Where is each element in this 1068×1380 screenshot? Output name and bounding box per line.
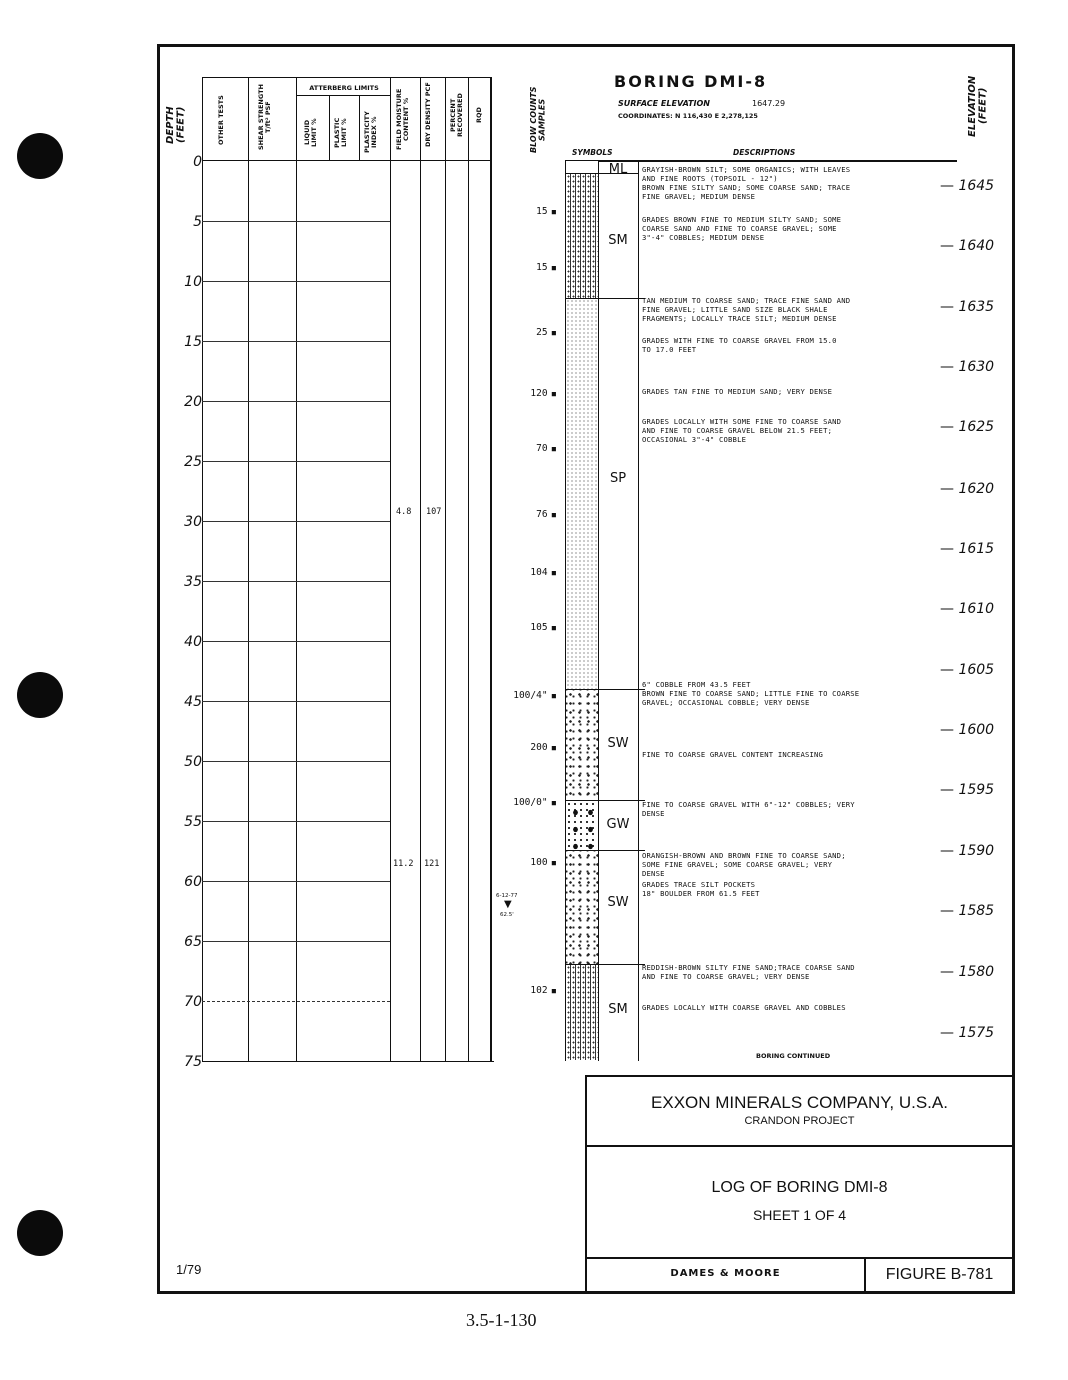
other-tests-header: OTHER TESTS — [217, 95, 225, 145]
density-value: 121 — [424, 859, 440, 869]
sp-symbol — [566, 299, 598, 689]
log-title: LOG OF BORING DMI-8 — [711, 1179, 888, 1196]
coordinates: COORDINATES: N 116,430 E 2,278,125 — [618, 112, 758, 120]
plasticity-index-header: PLASTICITY INDEX % — [363, 111, 378, 154]
water-level-date: 6-12-77 — [496, 893, 518, 899]
plastic-limit-header: PLASTIC LIMIT % — [333, 117, 348, 148]
shear-strength-header: SHEAR STRENGTH T/ft² PSF — [257, 84, 272, 150]
field-moisture-header: FIELD MOISTURE CONTENT % — [395, 88, 410, 150]
depth-tick: 60 — [184, 874, 202, 890]
atterberg-header: ATTERBERG LIMITS — [309, 84, 379, 92]
punch-hole-top — [17, 133, 63, 179]
elevation-tick: — 1610 — [940, 601, 1004, 617]
sw-symbol — [566, 690, 598, 800]
depth-tick: 30 — [184, 514, 202, 530]
blow-count: 25 ■ — [512, 327, 556, 338]
description: 6" COBBLE FROM 43.5 FEET — [642, 680, 751, 689]
ml-symbol — [566, 161, 598, 173]
elevation-header: ELEVATION (FEET) — [967, 75, 989, 137]
description: REDDISH-BROWN SILTY FINE SAND;TRACE COARSE SAND AND FINE TO COARSE GRAVEL; VERY DENSE — [642, 963, 855, 981]
sheet-number: SHEET 1 OF 4 — [752, 1207, 847, 1223]
elevation-tick: — 1640 — [940, 238, 1004, 254]
uscs-label: SM — [608, 233, 628, 248]
elevation-tick: — 1575 — [940, 1025, 1004, 1041]
elevation-tick: — 1630 — [940, 359, 1004, 375]
depth-tick: 35 — [184, 574, 202, 590]
gw-symbol — [566, 801, 598, 850]
description: GRAYISH-BROWN SILT; SOME ORGANICS; WITH LEAVES AND FINE ROOTS (TOPSOIL - 12") — [642, 165, 851, 183]
firm-name: DAMES & MOORE — [670, 1268, 781, 1279]
boring-continued: BORING CONTINUED — [756, 1052, 831, 1060]
page-number: 3.5-1-130 — [466, 1310, 537, 1330]
blow-count: 76 ■ — [512, 509, 556, 520]
description: GRADES WITH FINE TO COARSE GRAVEL FROM 15.0 TO 17.0 FEET — [642, 336, 837, 354]
blow-count: 100/4" ■ — [500, 690, 556, 701]
blow-count: 15 ■ — [512, 206, 556, 217]
description: TAN MEDIUM TO COARSE SAND; TRACE FINE SAND AND FINE GRAVEL; LITTLE SAND SIZE BLACK SHALE FRAGMENTS; LOCALLY TRACE SILT; MEDIUM DENSE — [642, 296, 851, 323]
blow-count: 100 ■ — [512, 857, 556, 868]
water-level-icon: ▼ — [504, 899, 512, 910]
descriptions-header: DESCRIPTIONS — [733, 148, 796, 157]
depth-tick: 65 — [184, 934, 202, 950]
elevation-tick: — 1605 — [940, 662, 1004, 678]
depth-tick: 70 — [184, 994, 202, 1010]
depth-tick: 50 — [184, 754, 202, 770]
depth-tick: 0 — [193, 154, 202, 170]
boring-title: BORING DMI-8 — [614, 72, 768, 91]
moisture-value: 4.8 — [396, 507, 412, 517]
symbols-header: SYMBOLS — [572, 148, 613, 157]
description: GRADES LOCALLY WITH SOME FINE TO COARSE SAND AND FINE TO COARSE GRAVEL BELOW 21.5 FEET; OCCASIONAL 3"-4" COBBLE — [642, 417, 842, 444]
elevation-tick: — 1595 — [940, 782, 1004, 798]
uscs-label: SM — [608, 1002, 628, 1017]
elevation-tick: — 1615 — [940, 541, 1004, 557]
depth-tick: 15 — [184, 334, 202, 350]
elevation-tick: — 1600 — [940, 722, 1004, 738]
uscs-label: SP — [609, 471, 627, 486]
punch-hole-middle — [17, 672, 63, 718]
blow-count: 105 ■ — [512, 622, 556, 633]
description: FINE TO COARSE GRAVEL CONTENT INCREASING — [642, 750, 824, 759]
drawing-date: 1/79 — [176, 1262, 202, 1277]
density-value: 107 — [426, 507, 442, 517]
depth-header: DEPTH (FEET) — [165, 106, 187, 144]
elevation-tick: — 1585 — [940, 903, 1004, 919]
elevation-tick: — 1635 — [940, 299, 1004, 315]
project-name: CRANDON PROJECT — [744, 1115, 855, 1127]
elevation-tick: — 1590 — [940, 843, 1004, 859]
depth-tick: 25 — [184, 454, 202, 470]
punch-hole-bottom — [17, 1210, 63, 1256]
description: FINE TO COARSE GRAVEL WITH 6"-12" COBBLES; VERY DENSE — [642, 800, 855, 818]
depth-tick: 10 — [184, 274, 202, 290]
description: GRADES LOCALLY WITH COARSE GRAVEL AND COBBLES — [642, 1003, 846, 1012]
blow-count: 70 ■ — [512, 443, 556, 454]
description: GRADES TRACE SILT POCKETS 18" BOULDER FROM 61.5 FEET — [642, 880, 760, 898]
sm-symbol — [566, 174, 598, 298]
depth-tick: 40 — [184, 634, 202, 650]
description: GRADES BROWN FINE TO MEDIUM SILTY SAND; SOME COARSE SAND AND FINE TO COARSE GRAVEL; SOME 3"-4" COBBLES; MEDIUM DENSE — [642, 215, 842, 242]
depth-tick: 45 — [184, 694, 202, 710]
blow-count: 100/0" ■ — [500, 797, 556, 808]
rqd-header: RQD — [475, 107, 483, 123]
depth-tick: 75 — [184, 1054, 202, 1070]
uscs-label: SW — [607, 736, 629, 751]
description: BROWN FINE SILTY SAND; SOME COARSE SAND; TRACE FINE GRAVEL; MEDIUM DENSE — [642, 183, 851, 201]
description: ORANGISH-BROWN AND BROWN FINE TO COARSE SAND; SOME FINE GRAVEL; SOME COARSE GRAVEL; VERY DENSE — [642, 851, 846, 878]
elevation-tick: — 1620 — [940, 481, 1004, 497]
depth-tick: 55 — [184, 814, 202, 830]
elevation-tick: — 1645 — [940, 178, 1004, 194]
surface-elevation-label: SURFACE ELEVATION — [618, 99, 710, 108]
title-block — [585, 1075, 1012, 1291]
blow-count: 102 ■ — [512, 985, 556, 996]
blow-count: 104 ■ — [512, 567, 556, 578]
water-level-depth: 62.5' — [500, 912, 514, 918]
elevation-tick: — 1625 — [940, 419, 1004, 435]
liquid-limit-header: LIQUID LIMIT % — [303, 118, 318, 147]
blow-count: 200 ■ — [512, 742, 556, 753]
sw-symbol — [566, 851, 598, 964]
uscs-label: ML — [608, 162, 628, 177]
figure-number: FIGURE B-781 — [885, 1266, 994, 1283]
dry-density-header: DRY DENSITY PCF — [424, 82, 432, 148]
blow-count: 120 ■ — [512, 388, 556, 399]
elevation-tick: — 1580 — [940, 964, 1004, 980]
blow-counts-header: BLOW COUNTS SAMPLES — [529, 86, 547, 154]
depth-tick: 5 — [193, 214, 202, 230]
sm-symbol — [566, 965, 598, 1060]
moisture-value: 11.2 — [393, 859, 414, 869]
blow-count: 15 ■ — [512, 262, 556, 273]
depth-tick: 20 — [184, 394, 202, 410]
percent-recovered-header: PERCENT RECOVERED — [449, 93, 464, 137]
description: GRADES TAN FINE TO MEDIUM SAND; VERY DENSE — [642, 387, 833, 396]
surface-elevation-value: 1647.29 — [752, 99, 786, 108]
uscs-label: SW — [607, 895, 629, 910]
description: BROWN FINE TO COARSE SAND; LITTLE FINE TO COARSE GRAVEL; OCCASIONAL COBBLE; VERY DENSE — [642, 689, 860, 707]
uscs-label: GW — [606, 817, 630, 832]
company-name: EXXON MINERALS COMPANY, U.S.A. — [651, 1093, 948, 1112]
